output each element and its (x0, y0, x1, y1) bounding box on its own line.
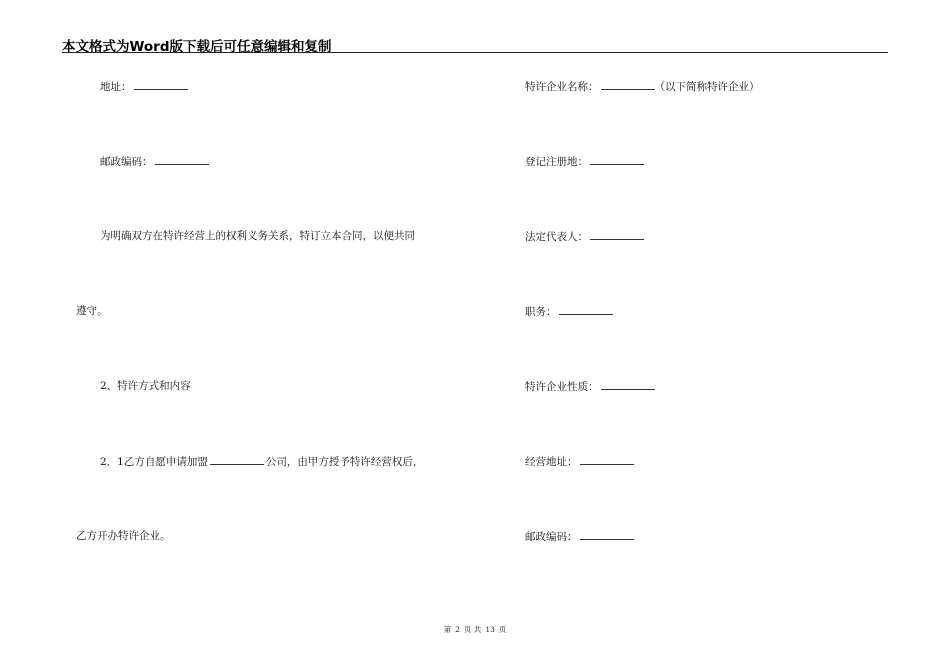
page-current: 2 (455, 625, 460, 634)
address-blank (134, 79, 188, 90)
address-line (100, 79, 188, 94)
document-header-title: 本文格式为Word版下载后可任意编辑和复制 (62, 39, 332, 55)
postal-code-line-right (525, 529, 634, 544)
postal-code-label-left: 邮政编码： (100, 156, 153, 168)
clause-2-1-prefix: 2．1乙方自愿申请加盟 (100, 456, 208, 468)
franchise-name-label: 特许企业名称： (525, 81, 599, 93)
business-address-label: 经营地址： (525, 456, 578, 468)
clause-2-1-line (100, 454, 423, 469)
position-label: 职务： (525, 306, 557, 318)
postal-code-label-right: 邮政编码： (525, 531, 578, 543)
purpose-paragraph: 为明确双方在特许经营上的权利义务关系，特订立本合同，以便共同 (100, 230, 415, 242)
header-divider (62, 52, 888, 53)
page-suffix: 页 (498, 625, 507, 634)
address-label: 地址： (100, 81, 132, 93)
position-line (525, 304, 613, 319)
postal-code-blank-right (580, 529, 634, 540)
postal-code-line-left (100, 154, 209, 169)
franchise-name-line (525, 79, 760, 94)
registered-address-line (525, 154, 644, 169)
section-2-heading: 2、特许方式和内容 (100, 380, 191, 392)
page-mid: 页 共 (463, 625, 482, 634)
company-name-blank (210, 454, 264, 465)
page-number-footer (0, 624, 950, 635)
franchise-nature-line (525, 379, 655, 394)
registered-address-label: 登记注册地： (525, 156, 588, 168)
legal-rep-blank (590, 229, 644, 240)
franchise-name-blank (601, 79, 655, 90)
purpose-paragraph-continued: 遵守。 (76, 305, 108, 317)
business-address-blank (580, 454, 634, 465)
franchise-nature-label: 特许企业性质： (525, 381, 599, 393)
legal-rep-line (525, 229, 644, 244)
legal-rep-label: 法定代表人： (525, 231, 588, 243)
franchise-nature-blank (601, 379, 655, 390)
clause-2-1-continued: 乙方开办特许企业。 (76, 530, 171, 542)
business-address-line (525, 454, 634, 469)
franchise-name-note: （以下简称特许企业） (654, 81, 760, 93)
page-prefix: 第 (443, 625, 452, 634)
position-blank (559, 304, 613, 315)
page-total: 13 (485, 625, 495, 634)
clause-2-1-suffix: 公司，由甲方授予特许经营权后， (265, 456, 424, 468)
postal-code-blank-left (155, 154, 209, 165)
registered-address-blank (590, 154, 644, 165)
